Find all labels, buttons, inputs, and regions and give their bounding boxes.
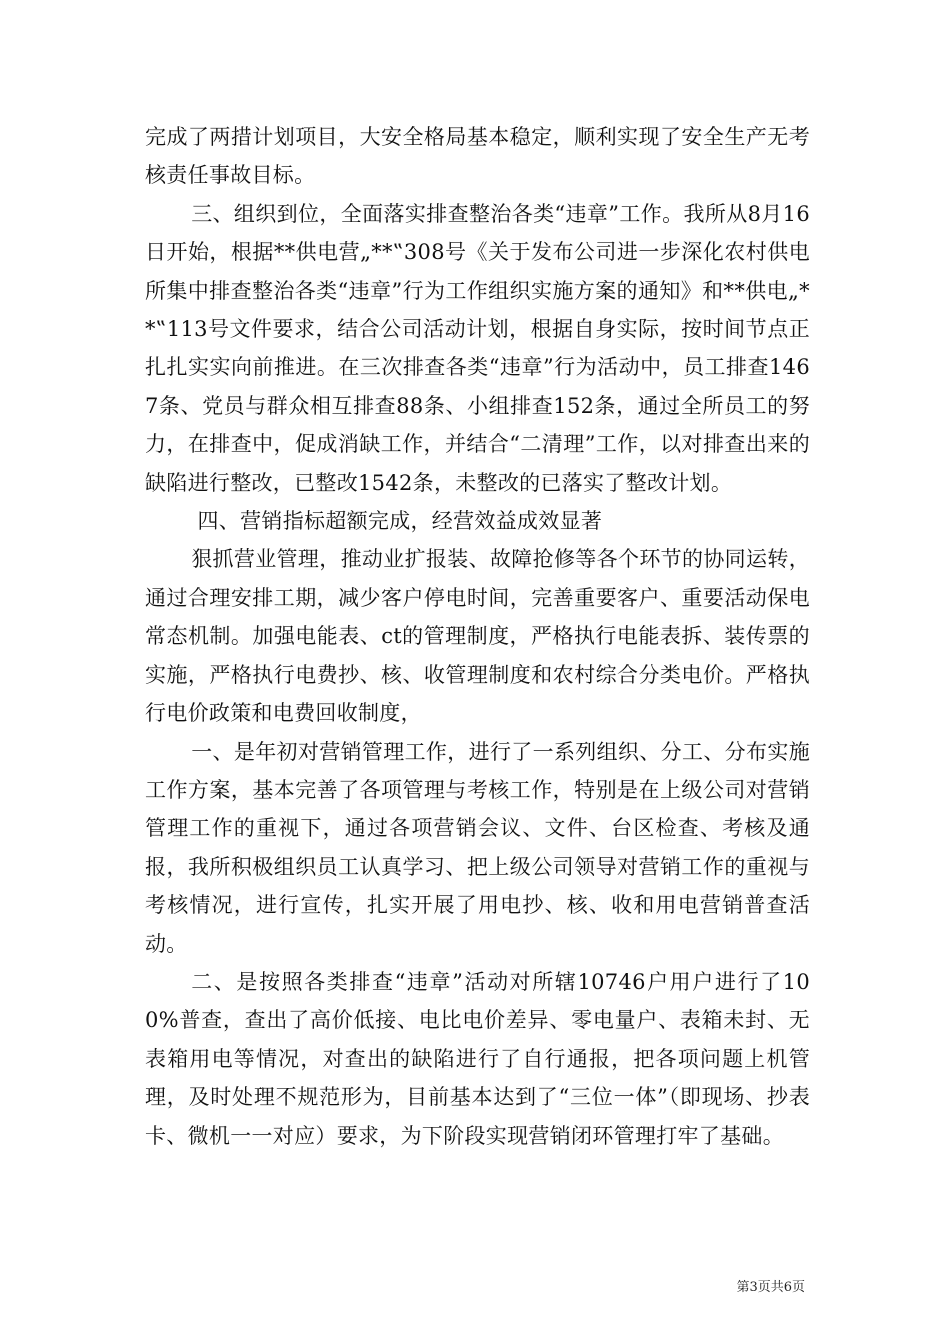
paragraph-safety-conclusion: 完成了两措计划项目，大安全格局基本稳定，顺利实现了安全生产无考核责任事故目标。	[145, 125, 810, 188]
paragraph-business-management: 狠抓营业管理，推动业扩报装、故障抢修等各个环节的协同运转，通过合理安排工期，减少客户停电时间，完善重要客户、重要活动保电常态机制。加强电能表、ct的管理制度，严格执行电能表拆、装传票的实施，严格执行电费抄、核、收管理制度和农村综合分类电价。严格执行电价政策和电费回收制度，	[145, 547, 810, 726]
section-heading-marketing: 四、营销指标超额完成，经营效益成效显著	[197, 509, 603, 534]
document-body	[145, 118, 810, 1155]
paragraph-marketing-point-one: 一、是年初对营销管理工作，进行了一系列组织、分工、分布实施工作方案，基本完善了各项管理与考核工作，特别是在上级公司对营销管理工作的重视下，通过各项营销会议、文件、台区检查、考核及通报，我所积极组织员工认真学习、把上级公司领导对营销工作的重视与考核情况，进行宣传，扎实开展了用电抄、核、收和用电营销普查活动。	[145, 739, 810, 956]
paragraph-marketing-point-two: 二、是按照各类排查“违章”活动对所辖10746户用户进行了100%普查，查出了高价低接、电比电价差异、零电量户、表箱未封、无表箱用电等情况，对查出的缺陷进行了自行通报，把各项问题上机管理，及时处理不规范形为，目前基本达到了“三位一体”（即现场、抄表卡、微机一一对应）要求，为下阶段实现营销闭环管理打牢了基础。	[145, 969, 810, 1148]
paragraph-violation-inspection: 三、组织到位，全面落实排查整治各类“违章”工作。我所从8月16日开始，根据**供电营„**‟308号《关于发布公司进一步深化农村供电所集中排查整治各类“违章”行为工作组织实施方案的通知》和**供电„**‟113号文件要求，结合公司活动计划，根据自身实际，按时间节点正扎扎实实向前推进。在三次排查各类“违章”行为活动中，员工排查1467条、党员与群众相互排查88条、小组排查152条，通过全所员工的努力，在排查中，促成消缺工作，并结合“二清理”工作，以对排查出来的缺陷进行整改，已整改1542条，未整改的已落实了整改计划。	[145, 201, 810, 495]
page-number-footer: 第3页共6页	[736, 1280, 805, 1295]
